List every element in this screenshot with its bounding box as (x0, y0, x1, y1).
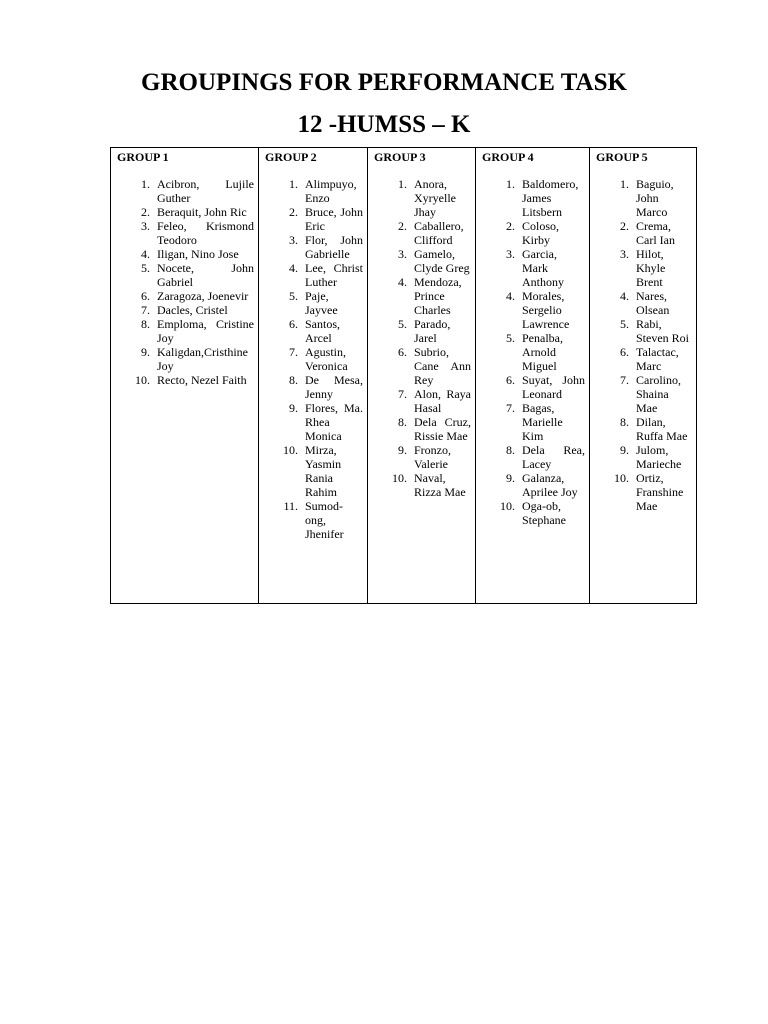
member-item (117, 219, 258, 247)
member-number: 5. (398, 317, 407, 331)
member-item (482, 331, 589, 373)
member-item (265, 317, 367, 345)
member-name: Hilot, Khyle Brent (636, 247, 666, 289)
member-item (117, 205, 258, 219)
member-number: 2. (398, 219, 407, 233)
member-item (596, 415, 696, 443)
member-number: 4. (289, 261, 298, 275)
member-item (374, 415, 475, 443)
member-name: Iligan, Nino Jose (157, 247, 239, 261)
member-number: 7. (289, 345, 298, 359)
member-number: 1. (620, 177, 629, 191)
member-name: Santos, Arcel (305, 317, 341, 345)
member-name: Kaligdan,Cristhine Joy (157, 345, 248, 373)
member-number: 5. (620, 317, 629, 331)
member-number: 9. (141, 345, 150, 359)
member-name: Bagas, Marielle Kim (522, 401, 563, 443)
member-number: 10. (392, 471, 407, 485)
member-item (117, 317, 258, 345)
member-name: Beraquit, John Ric (157, 205, 247, 219)
member-item (265, 345, 367, 373)
member-name: Carolino, Shaina Mae (636, 373, 681, 415)
member-item (374, 177, 475, 219)
member-item (374, 219, 475, 247)
member-number: 10. (614, 471, 629, 485)
member-number: 4. (398, 275, 407, 289)
member-number: 10. (500, 499, 515, 513)
member-name: Flor, John Gabrielle (305, 233, 363, 261)
member-item (374, 345, 475, 387)
document-title: GROUPINGS FOR PERFORMANCE TASK (141, 69, 627, 96)
member-name: Agustin, Veronica (305, 345, 348, 373)
member-name: Baldomero, James Litsbern (522, 177, 579, 219)
member-name: Morales, Sergelio Lawrence (522, 289, 570, 331)
member-name: Ortiz, Franshine Mae (636, 471, 684, 513)
group-heading: GROUP 3 (374, 150, 426, 164)
member-list (482, 177, 589, 527)
member-number: 5. (289, 289, 298, 303)
member-item (374, 247, 475, 275)
member-number: 10. (135, 373, 150, 387)
member-item (117, 345, 258, 373)
member-name: Zaragoza, Joenevir (157, 289, 249, 303)
member-number: 6. (141, 289, 150, 303)
member-name: Oga-ob, Stephane (522, 499, 566, 527)
class-section-title: 12 -HUMSS – K (297, 111, 471, 138)
member-name: Dela Cruz, Rissie Mae (414, 415, 471, 443)
member-number: 1. (141, 177, 150, 191)
member-item (596, 345, 696, 373)
member-item (265, 233, 367, 261)
member-name: Suyat, John Leonard (522, 373, 585, 401)
group-heading: GROUP 5 (596, 150, 648, 164)
member-item (482, 219, 589, 247)
member-number: 10. (283, 443, 298, 457)
member-number: 7. (620, 373, 629, 387)
member-number: 1. (398, 177, 407, 191)
member-number: 2. (289, 205, 298, 219)
member-item (596, 471, 696, 513)
member-item (482, 289, 589, 331)
member-name: Recto, Nezel Faith (157, 373, 247, 387)
member-item (596, 219, 696, 247)
member-number: 4. (620, 289, 629, 303)
member-number: 1. (289, 177, 298, 191)
member-number: 4. (506, 289, 515, 303)
group-cell (590, 148, 697, 604)
member-number: 8. (398, 415, 407, 429)
member-number: 7. (506, 401, 515, 415)
group-heading: GROUP 2 (265, 150, 317, 164)
member-item (482, 247, 589, 289)
member-name: Nocete, John Gabriel (157, 261, 254, 289)
member-name: Dela Rea, Lacey (522, 443, 585, 471)
member-list (596, 177, 696, 513)
member-name: Coloso, Kirby (522, 219, 560, 247)
member-number: 6. (620, 345, 629, 359)
member-number: 1. (506, 177, 515, 191)
member-number: 2. (506, 219, 515, 233)
member-item (265, 373, 367, 401)
member-number: 3. (620, 247, 629, 261)
member-item (265, 499, 367, 541)
group-cell (111, 148, 259, 604)
member-name: Julom, Marieche (636, 443, 682, 471)
group-heading: GROUP 1 (117, 150, 169, 164)
member-number: 6. (289, 317, 298, 331)
group-cell (259, 148, 368, 604)
member-item (265, 177, 367, 205)
member-item (117, 177, 258, 205)
member-name: Subrio, Cane Ann Rey (414, 345, 471, 387)
member-item (482, 177, 589, 219)
member-number: 8. (289, 373, 298, 387)
member-name: Gamelo, Clyde Greg (414, 247, 470, 275)
member-number: 7. (398, 387, 407, 401)
member-number: 3. (289, 233, 298, 247)
group-heading: GROUP 4 (482, 150, 534, 164)
member-item (117, 247, 258, 261)
member-item (374, 317, 475, 345)
member-number: 6. (506, 373, 515, 387)
member-item (482, 499, 589, 527)
member-number: 3. (141, 219, 150, 233)
member-number: 5. (141, 261, 150, 275)
member-name: Garcia, Mark Anthony (522, 247, 564, 289)
member-item (596, 177, 696, 219)
member-number: 5. (506, 331, 515, 345)
member-item (265, 205, 367, 233)
member-item (117, 261, 258, 289)
member-name: Emploma, Cristine Joy (157, 317, 254, 345)
member-name: Dilan, Ruffa Mae (636, 415, 688, 443)
member-number: 9. (620, 443, 629, 457)
member-name: Naval, Rizza Mae (414, 471, 466, 499)
member-name: Lee, Christ Luther (305, 261, 363, 289)
member-name: Sumod-ong, Jhenifer (305, 499, 344, 541)
member-list (117, 177, 258, 387)
member-item (117, 303, 258, 317)
member-number: 9. (289, 401, 298, 415)
member-item (265, 261, 367, 289)
member-name: Alimpuyo, Enzo (305, 177, 357, 205)
member-name: Rabi, Steven Roi (636, 317, 689, 345)
member-name: Alon, Raya Hasal (414, 387, 471, 415)
member-item (596, 247, 696, 289)
member-item (596, 317, 696, 345)
member-number: 4. (141, 247, 150, 261)
member-name: Fronzo, Valerie (414, 443, 451, 471)
member-item (482, 443, 589, 471)
member-item (596, 443, 696, 471)
member-list (265, 177, 367, 541)
member-name: Dacles, Cristel (157, 303, 228, 317)
member-name: Mendoza, Prince Charles (414, 275, 462, 317)
member-item (265, 289, 367, 317)
member-name: Crema, Carl Ian (636, 219, 675, 247)
member-number: 2. (620, 219, 629, 233)
member-number: 3. (506, 247, 515, 261)
member-item (482, 401, 589, 443)
member-item (117, 289, 258, 303)
member-item (117, 373, 258, 387)
member-name: Bruce, John Eric (305, 205, 363, 233)
member-name: Penalba, Arnold Miguel (522, 331, 563, 373)
member-item (374, 275, 475, 317)
member-name: Baguio, John Marco (636, 177, 674, 219)
member-number: 8. (620, 415, 629, 429)
member-number: 11. (283, 499, 298, 513)
member-name: Paje, Jayvee (305, 289, 338, 317)
group-cell (476, 148, 590, 604)
member-item (374, 387, 475, 415)
member-name: Caballero, Clifford (414, 219, 464, 247)
member-number: 9. (506, 471, 515, 485)
member-item (482, 471, 589, 499)
member-number: 3. (398, 247, 407, 261)
groupings-table (110, 147, 697, 604)
member-item (265, 443, 367, 499)
member-number: 8. (506, 443, 515, 457)
member-name: Feleo, Krismond Teodoro (157, 219, 254, 247)
member-name: Anora, Xyryelle Jhay (414, 177, 456, 219)
member-number: 2. (141, 205, 150, 219)
member-item (482, 373, 589, 401)
member-number: 6. (398, 345, 407, 359)
member-number: 7. (141, 303, 150, 317)
member-name: Mirza, Yasmin Rania Rahim (305, 443, 342, 499)
member-name: De Mesa, Jenny (305, 373, 363, 401)
member-item (265, 401, 367, 443)
member-number: 9. (398, 443, 407, 457)
member-name: Galanza, Aprilee Joy (522, 471, 578, 499)
member-list (374, 177, 475, 499)
member-name: Nares, Olsean (636, 289, 670, 317)
member-name: Talactac, Marc (636, 345, 679, 373)
member-name: Parado, Jarel (414, 317, 451, 345)
group-cell (368, 148, 476, 604)
member-item (374, 471, 475, 499)
member-name: Flores, Ma. Rhea Monica (305, 401, 363, 443)
member-number: 8. (141, 317, 150, 331)
member-item (374, 443, 475, 471)
member-item (596, 373, 696, 415)
member-name: Acibron, Lujile Guther (157, 177, 254, 205)
member-item (596, 289, 696, 317)
